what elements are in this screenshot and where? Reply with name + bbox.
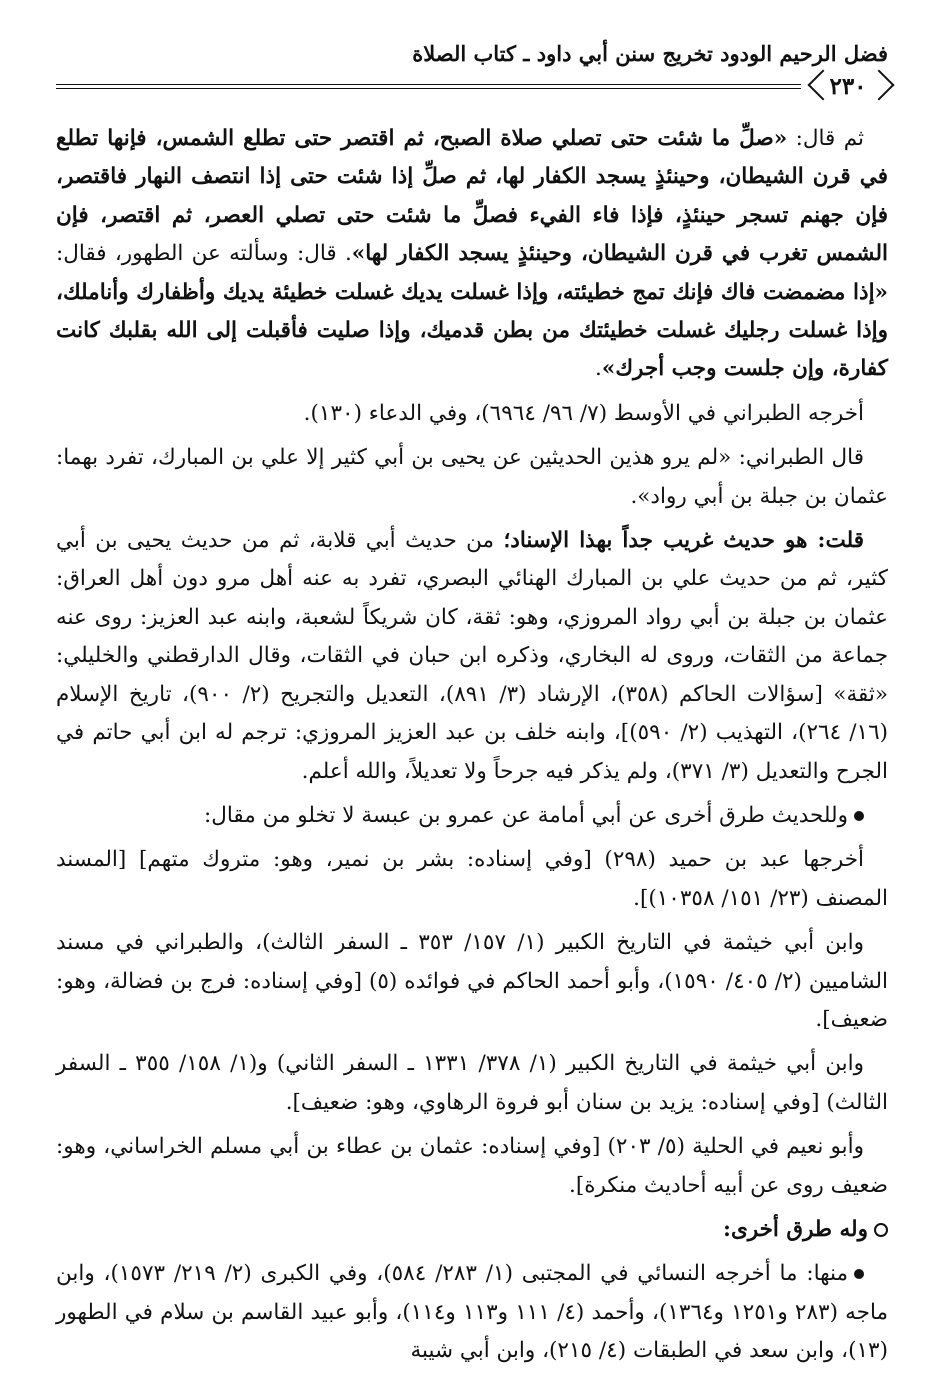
- hadith-quote-purification: «إذا مضمضت فاك فإنك تمج خطيئته، وإذا غسلت يديك غسلت خطيئة يديك وأظفارك وأناملك، وإذا غسلت رجليك غسلت خطيئتك من بطن قدميك، وإذا صليت فأقبلت إلى الله بقلبك كانت كفارة، وإن جلست وجب أجرك»: [56, 279, 888, 382]
- hadith-quote-prayer-times: «صلِّ ما شئت حتى تصلي صلاة الصبح، ثم اقتصر حتى تطلع الشمس، فإنها تطلع في قرن الشيطان، وحينئذٍ يسجد الكفار لها، ثم صلِّ إذا شئت حتى إذا انتصف النهار فاقتصر، فإن جهنم تسجر حينئذٍ، فإذا فاء الفيء فصلِّ ما شئت حتى تصلي العصر، ثم اقتصر، فإن الشمس تغرب في قرن الشيطان، وحينئذٍ يسجد الكفار لها»: [56, 126, 888, 267]
- paragraph-ibn-abi-khaythama-1: وابن أبي خيثمة في التاريخ الكبير (١/ ١٥٧/ ٣٥٣ ـ السفر الثالث)، والطبراني في مسند الشاميين (٢/ ٤٠٥/ ١٥٩٠)، وأبو أحمد الحاكم في فوائده (٥) [وفي إسناده: فرج بن فضالة، وهو: ضعيف].: [56, 930, 889, 1032]
- hadith-lead: ثم قال:: [787, 126, 865, 151]
- paragraph-tabarani-comment: قال الطبراني: «لم يرو هذين الحديثين عن يحيى بن أبي كثير إلا علي بن المبارك، تفرد بهما: عثمان بن جبلة بن أبي رواد».: [56, 445, 888, 509]
- running-title: فضل الرحيم الودود تخريج سنن أبي داود ـ كتاب الصلاة: [412, 41, 888, 66]
- header-line-top: [56, 84, 801, 85]
- paragraph-nasai: [56, 1255, 888, 1370]
- header-rule: [56, 70, 888, 110]
- section-marker-icon: [874, 1223, 888, 1237]
- paragraph-hadith-text: [56, 120, 888, 389]
- hadith-tail: .: [595, 356, 602, 382]
- nasai-text: منها: ما أخرجه النسائي في المجتبى (١/ ٢٨٣/ ٥٨٤)، وفي الكبرى (٢/ ٢١٩/ ١٥٧٣)، وابن ماجه (٢٨٣ و١٢٥١ و١٣٦٤)، وأحمد (٤/ ١١١ و١١٣ و١١٤)، وأبو عبيد القاسم بن سلام في الطهور (١٣)، وابن سعد في الطبقات (٤/ ٢١٥)، وابن أبي شيبة: [56, 1261, 889, 1364]
- page-body: [56, 120, 888, 1371]
- bullet-icon: [854, 811, 864, 821]
- judgement-rest: من حديث أبي قلابة، ثم من حديث يحيى بن أبي كثير، ثم من حديث علي بن المبارك الهنائي البصري، تفرد به عنه أهل مرو دون أهل العراق: عثمان بن جبلة بن أبي رواد المروزي، وهو: ثقة، كان شريكاً لشعبة، وابنه عبد العزيز: روى عنه جماعة من الثقات، وروى له البخاري، وذكره ابن حبان في الثقات، وقال الدارقطني والخليلي: «ثقة» [سؤالات الحاكم (٣٥٨)، الإرشاد (٣/ ٨٩١)، التعديل والتجريح (٢/ ٩٠٠)، تاريخ الإسلام (١٦/ ٢٦٤)، التهذيب (٢/ ٥٩٠)]، وابنه خلف بن عبد العزيز المروزي: ترجم له ابن أبي حاتم في الجرح والتعديل (٣/ ٣٧١)، ولم يذكر فيه جرحاً ولا تعديلاً، والله أعلم.: [56, 528, 889, 784]
- book-page: [56, 30, 888, 1377]
- paragraph-ibn-abi-khaythama-2: وابن أبي خيثمة في التاريخ الكبير (١/ ٣٧٨/ ١٣٣١ ـ السفر الثاني) و(١/ ١٥٨/ ٣٥٥ ـ السفر الثالث) [وفي إسناده: يزيد بن سنان أبو فروة الرهاوي، وهو: ضعيف].: [56, 1051, 888, 1115]
- hadith-middle: . قال: وسألته عن الطهور، فقال:: [56, 241, 352, 267]
- header-line-bottom: [56, 88, 801, 89]
- page-header: [56, 30, 888, 66]
- other-routes-text: وللحديث طرق أخرى عن أبي أمامة عن عمرو بن عبسة لا تخلو من مقال:: [203, 802, 848, 828]
- section-heading-text: وله طرق أخرى:: [723, 1216, 868, 1242]
- paragraph-abd-bin-humaid: أخرجها عبد بن حميد (٢٩٨) [وفي إسناده: بشر بن نمير، وهو: متروك متهم] [المسند المصنف (٢٣/ ١٥١/ ١٠٣٥٨)].: [56, 847, 888, 911]
- paragraph-takhrij-tabarani: أخرجه الطبراني في الأوسط (٧/ ٩٦/ ٦٩٦٤)، وفي الدعاء (١٣٠).: [303, 400, 864, 426]
- bullet-icon: [854, 1269, 864, 1279]
- page-number: ٢٣٠: [808, 70, 888, 102]
- paragraph-other-routes-intro: [56, 797, 888, 835]
- paragraph-author-judgement: [56, 522, 888, 791]
- judgement-bold: قلت: هو حديث غريب جداً بهذا الإسناد؛: [503, 528, 864, 554]
- paragraph-abu-nuaym: وأبو نعيم في الحلية (٥/ ٢٠٣) [وفي إسناده: عثمان بن عطاء بن أبي مسلم الخراساني، وهو: ضعيف روى عن أبيه أحاديث منكرة].: [56, 1134, 888, 1198]
- section-heading: [56, 1211, 888, 1249]
